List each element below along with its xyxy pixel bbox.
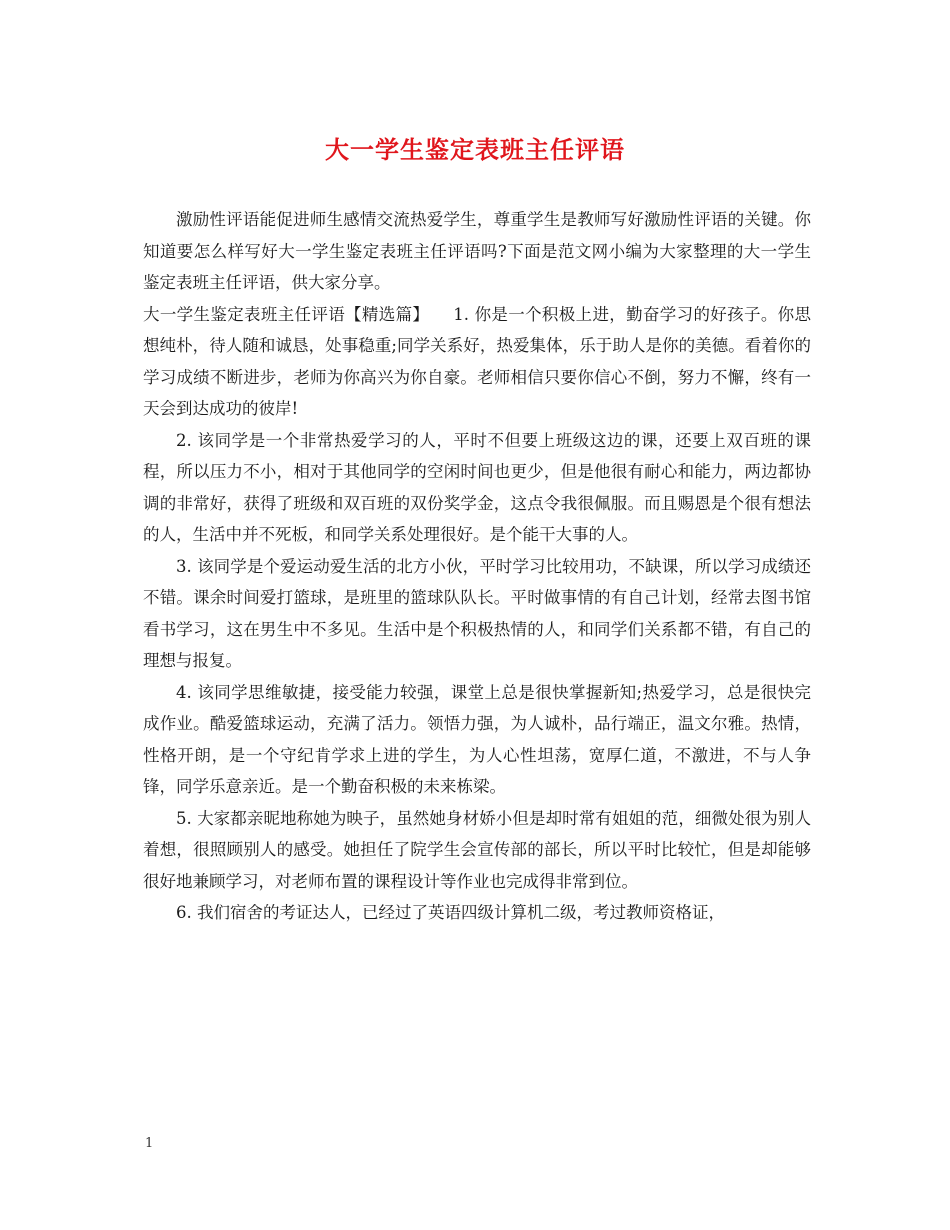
- page-number: 1: [145, 1136, 154, 1151]
- section-heading: 大一学生鉴定表班主任评语【精选篇】: [143, 304, 430, 324]
- document-title: 大一学生鉴定表班主任评语: [325, 135, 625, 164]
- document-body: [143, 204, 811, 929]
- comment-item-1: 1. 你是一个积极上进，勤奋学习的好孩子。你思想纯朴，待人随和诚恳，处事稳重;同学关系好，热爱集体，乐于助人是你的美德。看着你的学习成绩不断进步，老师为你高兴为你自豪。老师相信只要你信心不倒，努力不懈，终有一天会到达成功的彼岸!: [143, 304, 811, 418]
- section-paragraph: [143, 299, 811, 425]
- comment-item-5: 5. 大家都亲昵地称她为映子，虽然她身材娇小但是却时常有姐姐的范，细微处很为别人着想，很照顾别人的感受。她担任了院学生会宣传部的部长，所以平时比较忙，但是却能够很好地兼顾学习，对老师布置的课程设计等作业也完成得非常到位。: [143, 808, 811, 891]
- comment-item-3: 3. 该同学是个爱运动爱生活的北方小伙，平时学习比较用功，不缺课，所以学习成绩还不错。课余时间爱打篮球，是班里的篮球队队长。平时做事情的有自己计划，经常去图书馆看书学习，这在男生中不多见。生活中是个积极热情的人，和同学们关系都不错，有自己的理想与报复。: [143, 556, 811, 670]
- comment-item-6: 6. 我们宿舍的考证达人，已经过了英语四级计算机二级，考过教师资格证，: [176, 903, 725, 922]
- intro-paragraph: 激励性评语能促进师生感情交流热爱学生，尊重学生是教师写好激励性评语的关键。你知道要怎么样写好大一学生鉴定表班主任评语吗?下面是范文网小编为大家整理的大一学生鉴定表班主任评语，供大家分享。: [143, 210, 811, 292]
- comment-item-4: 4. 该同学思维敏捷，接受能力较强，课堂上总是很快掌握新知;热爱学习，总是很快完成作业。酷爱篮球运动，充满了活力。领悟力强，为人诚朴，品行端正，温文尔雅。热情，性格开朗，是一个守纪肯学求上进的学生，为人心性坦荡，宽厚仁道，不激进，不与人争锋，同学乐意亲近。是一个勤奋积极的未来栋梁。: [143, 682, 811, 796]
- comment-item-2: 2. 该同学是一个非常热爱学习的人，平时不但要上班级这边的课，还要上双百班的课程，所以压力不小，相对于其他同学的空闲时间也更少，但是他很有耐心和能力，两边都协调的非常好，获得了班级和双百班的双份奖学金，这点令我很佩服。而且赐恩是个很有想法的人，生活中并不死板，和同学关系处理很好。是个能干大事的人。: [143, 430, 811, 544]
